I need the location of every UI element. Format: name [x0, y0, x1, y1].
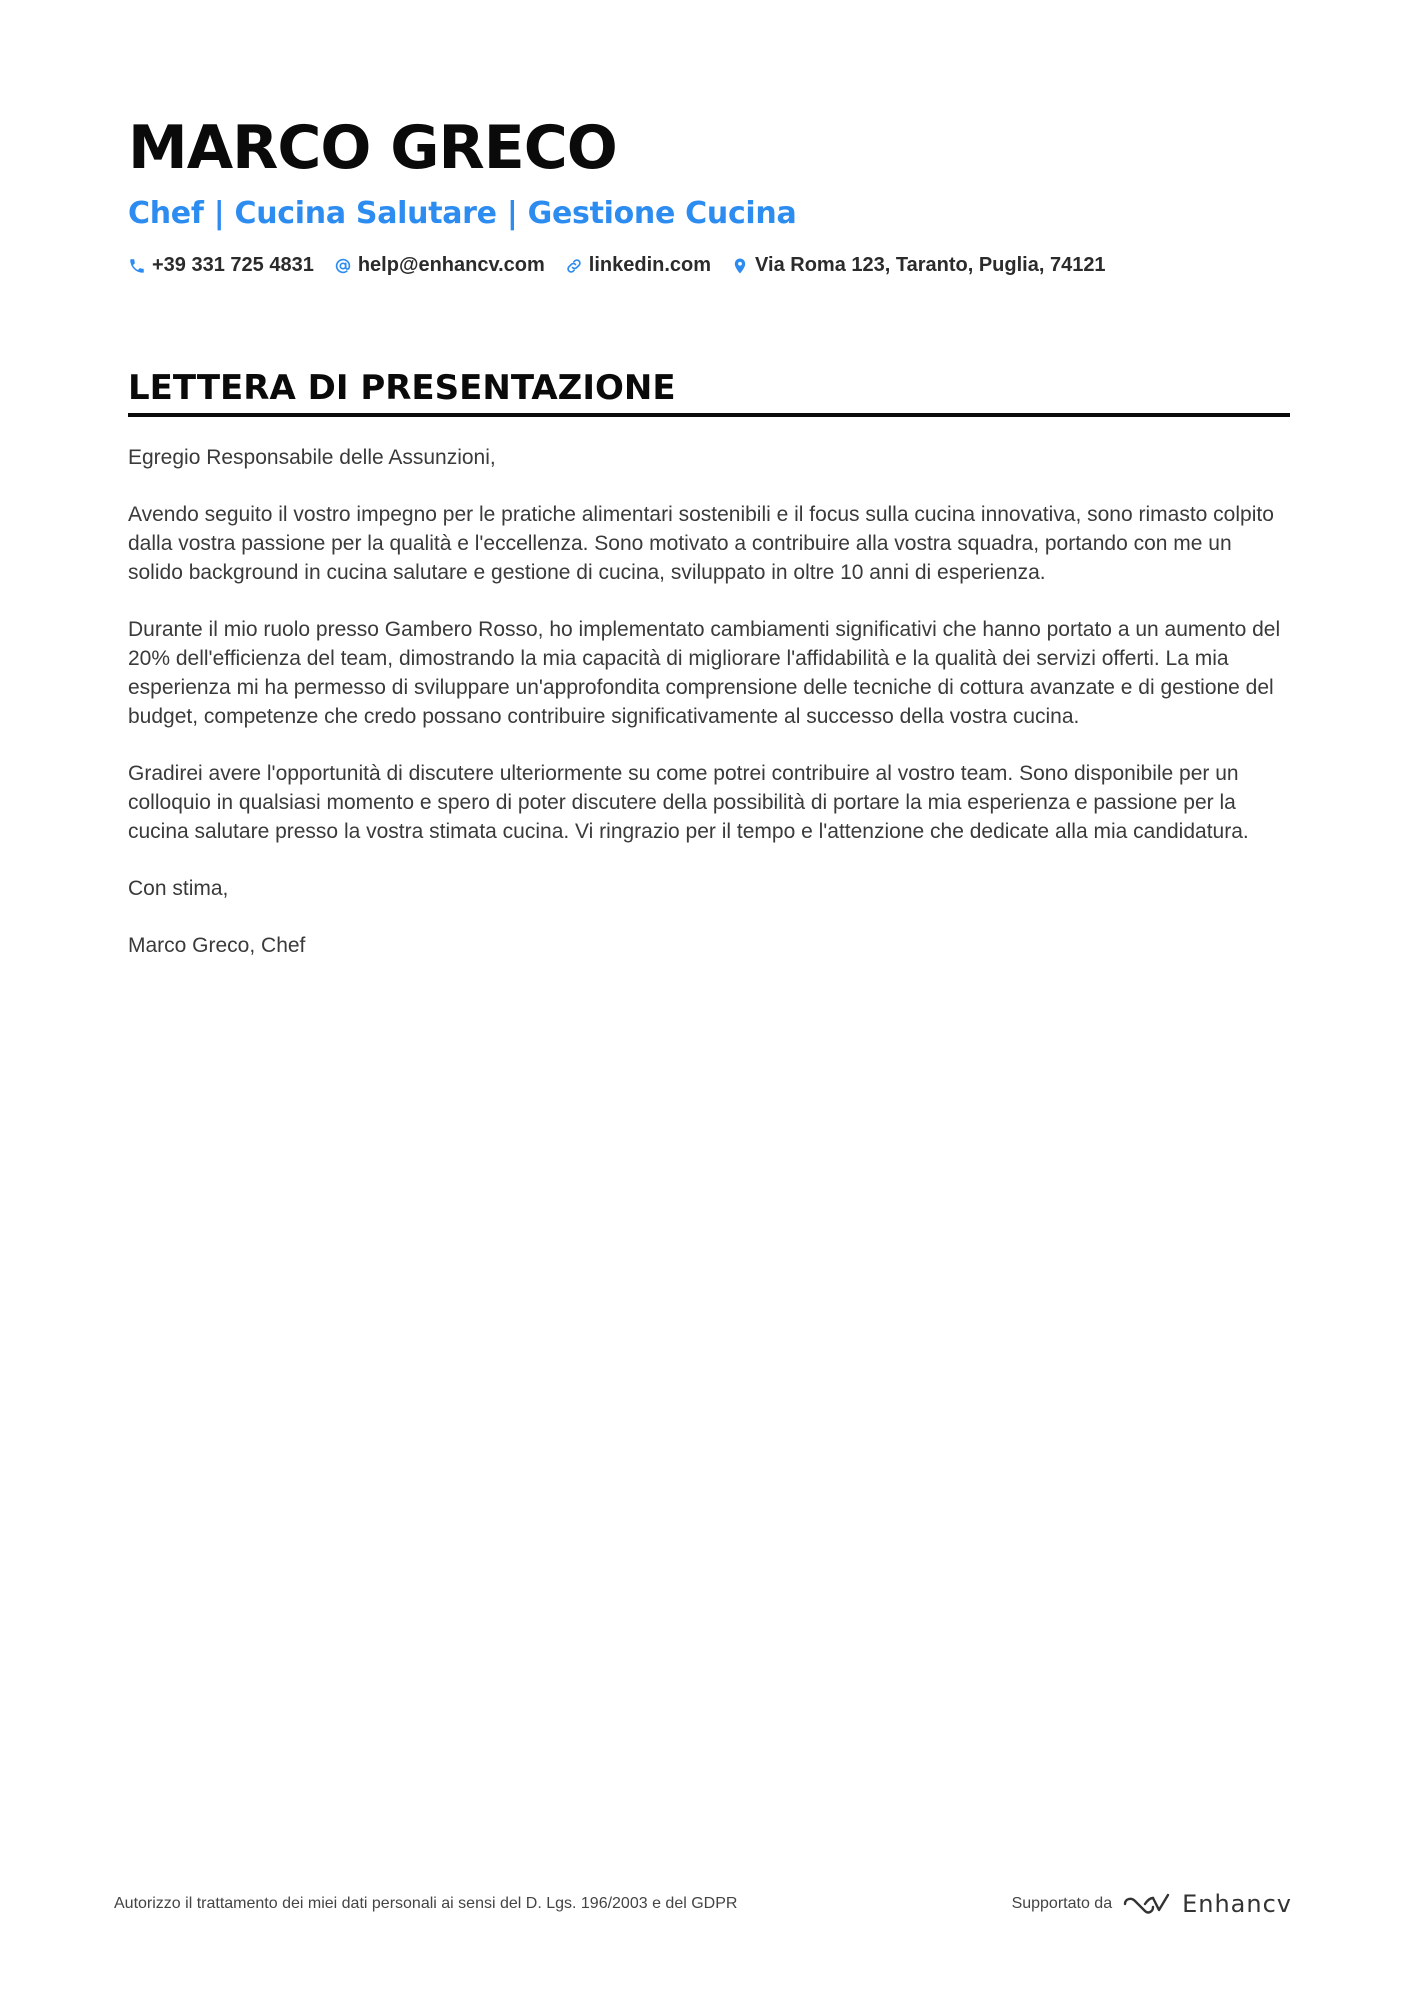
location-pin-icon	[731, 257, 749, 275]
candidate-name: MARCO GRECO	[128, 113, 617, 183]
contact-linkedin[interactable]	[565, 254, 711, 277]
contact-location-text: Via Roma 123, Taranto, Puglia, 74121	[755, 254, 1106, 276]
letter-salutation: Egregio Responsabile delle Assunzioni,	[128, 446, 496, 469]
at-icon	[334, 257, 352, 275]
letter-signature: Marco Greco, Chef	[128, 934, 306, 957]
phone-icon	[128, 257, 146, 275]
contact-location	[731, 254, 1106, 277]
powered-by[interactable]	[1012, 1890, 1292, 1918]
powered-by-label: Supportato da	[1011, 1895, 1113, 1912]
contact-email[interactable]	[334, 254, 545, 277]
contact-phone[interactable]	[128, 254, 314, 277]
contact-email-text: help@enhancv.com	[357, 254, 545, 276]
enhancv-logo-icon	[1122, 1891, 1172, 1917]
enhancv-logo	[1122, 1890, 1292, 1918]
resume-page	[128, 108, 1290, 988]
letter-paragraph: Avendo seguito il vostro impegno per le pratiche alimentari sostenibili e il focus sulla cucina innovativa, sono rimasto colpito dalla vostra passione per la qualità e l'eccellenza. Sono motivato a contribuire alla vostra squadra, portando con me un solido background in cucina salutare e gestione di cucina, sviluppato in oltre 10 anni di esperienza.	[128, 503, 1274, 584]
letter-body	[128, 443, 1290, 960]
letter-paragraph: Gradirei avere l'opportunità di discutere ulteriormente su come potrei contribuire al vostro team. Sono disponibile per un colloquio in qualsiasi momento e spero di poter discutere della possibilità di portare la mia esperienza e passione per la cucina salutare presso la vostra stimata cucina. Vi ringrazio per il tempo e l'attenzione che dedicate alla mia candidatura.	[128, 762, 1249, 843]
privacy-consent-note: Autorizzo il trattamento dei miei dati personali ai sensi del D. Lgs. 196/2003 e del GDPR	[114, 1895, 738, 1912]
letter-paragraph: Durante il mio ruolo presso Gambero Rosso, ho implementato cambiamenti significativi che hanno portato a un aumento del 20% dell'efficienza del team, dimostrando la mia capacità di migliorare l'affidabilità e la qualità dei servizi offerti. La mia esperienza mi ha permesso di sviluppare un'approfondita comprensione delle tecniche di cottura avanzate e di gestione del budget, competenze che credo possano contribuire significativamente al successo della vostra cucina.	[128, 618, 1281, 728]
letter-closing: Con stima,	[128, 877, 229, 900]
candidate-title: Chef | Cucina Salutare | Gestione Cucina	[128, 196, 797, 231]
enhancv-wordmark: Enhancv	[1182, 1890, 1292, 1918]
contact-linkedin-text: linkedin.com	[588, 254, 712, 276]
link-icon	[565, 257, 583, 275]
footer	[114, 1890, 1292, 1918]
contact-bar	[128, 254, 1290, 277]
section-title: LETTERA DI PRESENTAZIONE	[128, 367, 1290, 417]
contact-phone-text: +39 331 725 4831	[152, 254, 314, 276]
